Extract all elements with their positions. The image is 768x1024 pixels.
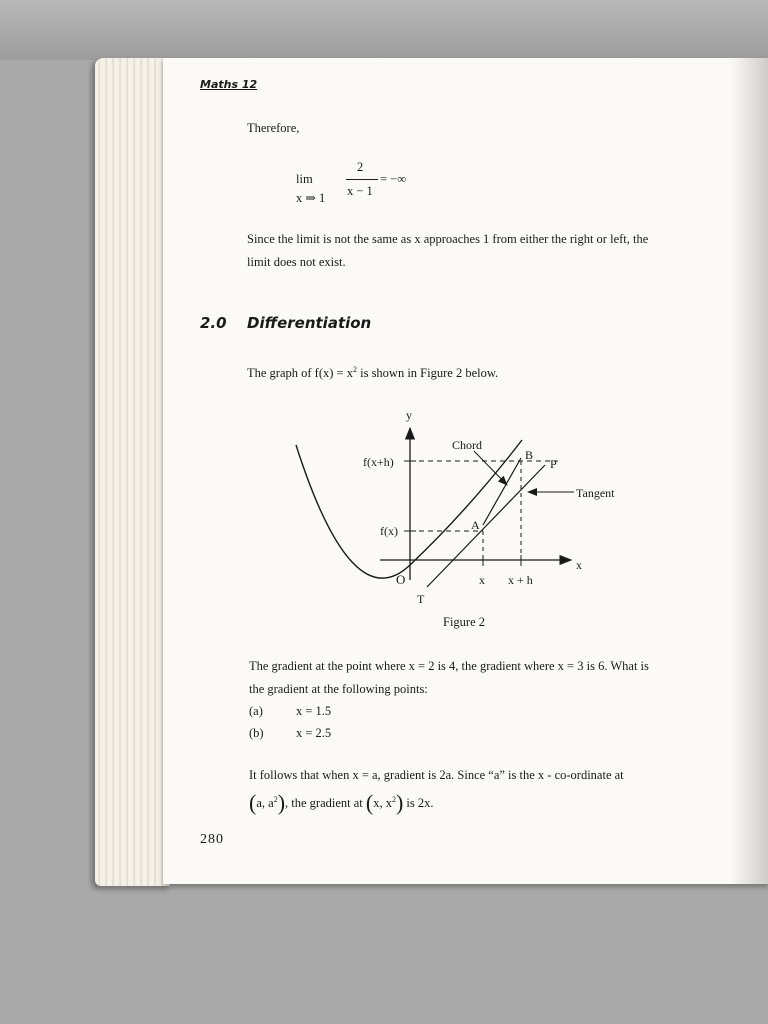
- lim-word: lim: [296, 172, 313, 186]
- limit-conclusion-line1: Since the limit is not the same as x approaches 1 from either the right or left, the: [247, 232, 649, 246]
- point-x-exponent: 2: [391, 795, 396, 804]
- point-A-label: A: [471, 518, 480, 532]
- therefore-text: Therefore,: [247, 121, 300, 135]
- point-B-label: B: [525, 448, 534, 462]
- chord-line: [483, 458, 521, 525]
- gradient-item-a-label: (a): [249, 704, 263, 718]
- gradient-item-b-value: x = 2.5: [296, 726, 332, 740]
- xh-tick-label: x + h: [508, 573, 533, 587]
- intro-exponent: 2: [352, 365, 357, 374]
- section-number: 2.0: [200, 314, 227, 332]
- point-P-label: P: [550, 457, 557, 471]
- tangent-line: [427, 465, 545, 587]
- follows-mid-text: , the gradient at: [285, 796, 366, 811]
- binding-shadow: [730, 58, 768, 884]
- fraction-denominator: x − 1: [347, 184, 373, 198]
- fxh-label: f(x+h): [363, 455, 394, 469]
- figure-2-graph: [280, 405, 640, 610]
- chord-label: Chord: [452, 438, 482, 452]
- fx-label: f(x): [380, 524, 398, 538]
- fraction-numerator: 2: [357, 160, 364, 174]
- section-title: Differentiation: [247, 314, 372, 332]
- gradient-line2: the gradient at the following points:: [249, 682, 428, 696]
- tangent-label: Tangent: [576, 486, 615, 500]
- x-tick-label: x: [479, 573, 485, 587]
- book-page-stack: [95, 58, 170, 886]
- y-axis-label: y: [406, 408, 412, 422]
- point-a-coordinate: a, a: [256, 796, 274, 811]
- figure-caption: Figure 2: [443, 615, 486, 629]
- follows-line1: It follows that when x = a, gradient is 2a. Since “a” is the x - co-ordinate at: [249, 768, 624, 782]
- follows-line2: (a, $a^2$), the gradient at (x, $x^2$) is 2x.: [249, 790, 434, 816]
- lim-subscript: x ⇒ 1: [296, 191, 326, 205]
- point-a-exponent: 2: [273, 795, 278, 804]
- follows-end-text: is 2x.: [403, 796, 434, 811]
- limit-result: = −∞: [380, 172, 407, 186]
- page-number: 280: [200, 832, 224, 847]
- gradient-item-a-value: x = 1.5: [296, 704, 332, 718]
- intro-before: The graph of f(x) = x: [247, 366, 353, 381]
- limit-conclusion-line2: limit does not exist.: [247, 255, 346, 269]
- intro-after: is shown in Figure 2 below.: [356, 366, 499, 381]
- scan-background: [0, 0, 768, 60]
- running-header: Maths 12: [200, 78, 258, 91]
- x-axis-label: x: [576, 558, 582, 572]
- origin-label: O: [396, 572, 406, 587]
- gradient-item-b-label: (b): [249, 726, 264, 740]
- tangent-intercept-label: T: [417, 592, 425, 606]
- point-x-coordinate: x, x: [373, 796, 392, 811]
- gradient-line1: The gradient at the point where x = 2 is 4, the gradient where x = 3 is 6. What is: [249, 659, 649, 673]
- intro-text: [247, 359, 498, 384]
